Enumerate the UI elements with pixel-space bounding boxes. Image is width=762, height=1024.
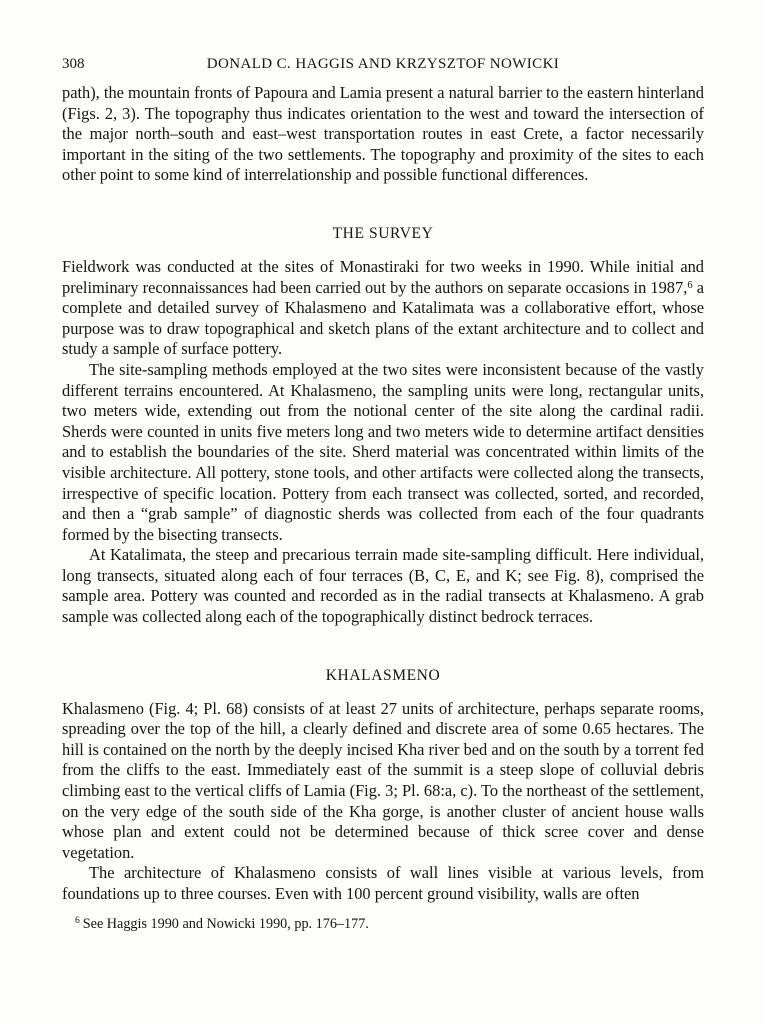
footnote-text: See Haggis 1990 and Nowicki 1990, pp. 176–177. (82, 915, 369, 932)
footnote-marker: 6 (75, 916, 80, 927)
paragraph-survey-fieldwork (62, 257, 704, 360)
section-heading-khalasmeno: KHALASMENO (325, 666, 441, 684)
paragraph-survey-katalimata: At Katalimata, the steep and precarious terrain made site-sampling difficult. Here individual, long transects, situated along each of four terraces (B, C, E, and K; see Fig. 8), comprised the sample area. Pottery was counted and recorded as in the radial transects at Khalasmeno. A grab sample was collected along each of the topographically distinct bedrock terraces. (62, 545, 704, 627)
footnote-reference-6: 6 (687, 279, 693, 291)
footnote-6 (62, 915, 704, 933)
paragraph-survey-fieldwork-text: Fieldwork was conducted at the sites of Monastiraki for two weeks in 1990. While initial and preliminary reconnaissances had been carried out by the authors on separate occasions in 1987, (62, 256, 704, 297)
running-header (62, 55, 704, 73)
page-number: 308 (62, 56, 85, 72)
paragraph-khalasmeno-architecture: The architecture of Khalasmeno consists of wall lines visible at various levels, from foundations up to three courses. Even with 100 percent ground visibility, walls are often (62, 863, 704, 903)
running-title: DONALD C. HAGGIS AND KRZYSZTOF NOWICKI (206, 56, 560, 72)
section-heading-survey: THE SURVEY (332, 224, 434, 242)
paragraph-khalasmeno-description: Khalasmeno (Fig. 4; Pl. 68) consists of at least 27 units of architecture, perhaps separate rooms, spreading over the top of the hill, a clearly defined and discrete area of some 0.65 hectares. The hill is contained on the north by the deeply incised Kha river bed and on the south by a torrent fed from the cliffs to the east. Immediately east of the summit is a steep slope of colluvial debris climbing east to the vertical cliffs of Lamia (Fig. 3; Pl. 68:a, c). To the northeast of the settlement, on the very edge of the south side of the Kha gorge, is another cluster of ancient house walls whose plan and extent could not be determined because of thick scree cover and dense vegetation. (62, 698, 704, 862)
paragraph-survey-sampling-methods: The site-sampling methods employed at the two sites were inconsistent because of the vastly different terrains encountered. At Khalasmeno, the sampling units were long, rectangular units, two meters wide, extending out from the notional center of the site along the cardinal radii. Sherds were counted in units five meters long and two meters wide to determine artifact densities and to establish the boundaries of the site. Sherd material was concentrated within limits of the visible architecture. All pottery, stone tools, and other artifacts were collected along the transects, irrespective of specific location. Pottery from each transect was collected, sorted, and recorded, and then a “grab sample” of diagnostic sherds was collected from each of the four quadrants formed by the bisecting transects. (62, 359, 704, 544)
paragraph-survey-fieldwork-continued: a complete and detailed survey of Khalasmeno and Katalimata was a collaborative effort, whose purpose was to draw topographical and sketch plans of the extant architecture and to collect and study a sample of surface pottery. (62, 277, 705, 359)
paragraph-intro-continuation: path), the mountain fronts of Papoura and Lamia present a natural barrier to the eastern hinterland (Figs. 2, 3). The topography thus indicates orientation to the west and toward the intersection of the major north–south and east–west transportation routes in east Crete, a factor necessarily important in the siting of the two settlements. The topography and proximity of the sites to each other point to some kind of interrelationship and possible functional differences. (62, 83, 704, 185)
text-column (62, 83, 704, 933)
